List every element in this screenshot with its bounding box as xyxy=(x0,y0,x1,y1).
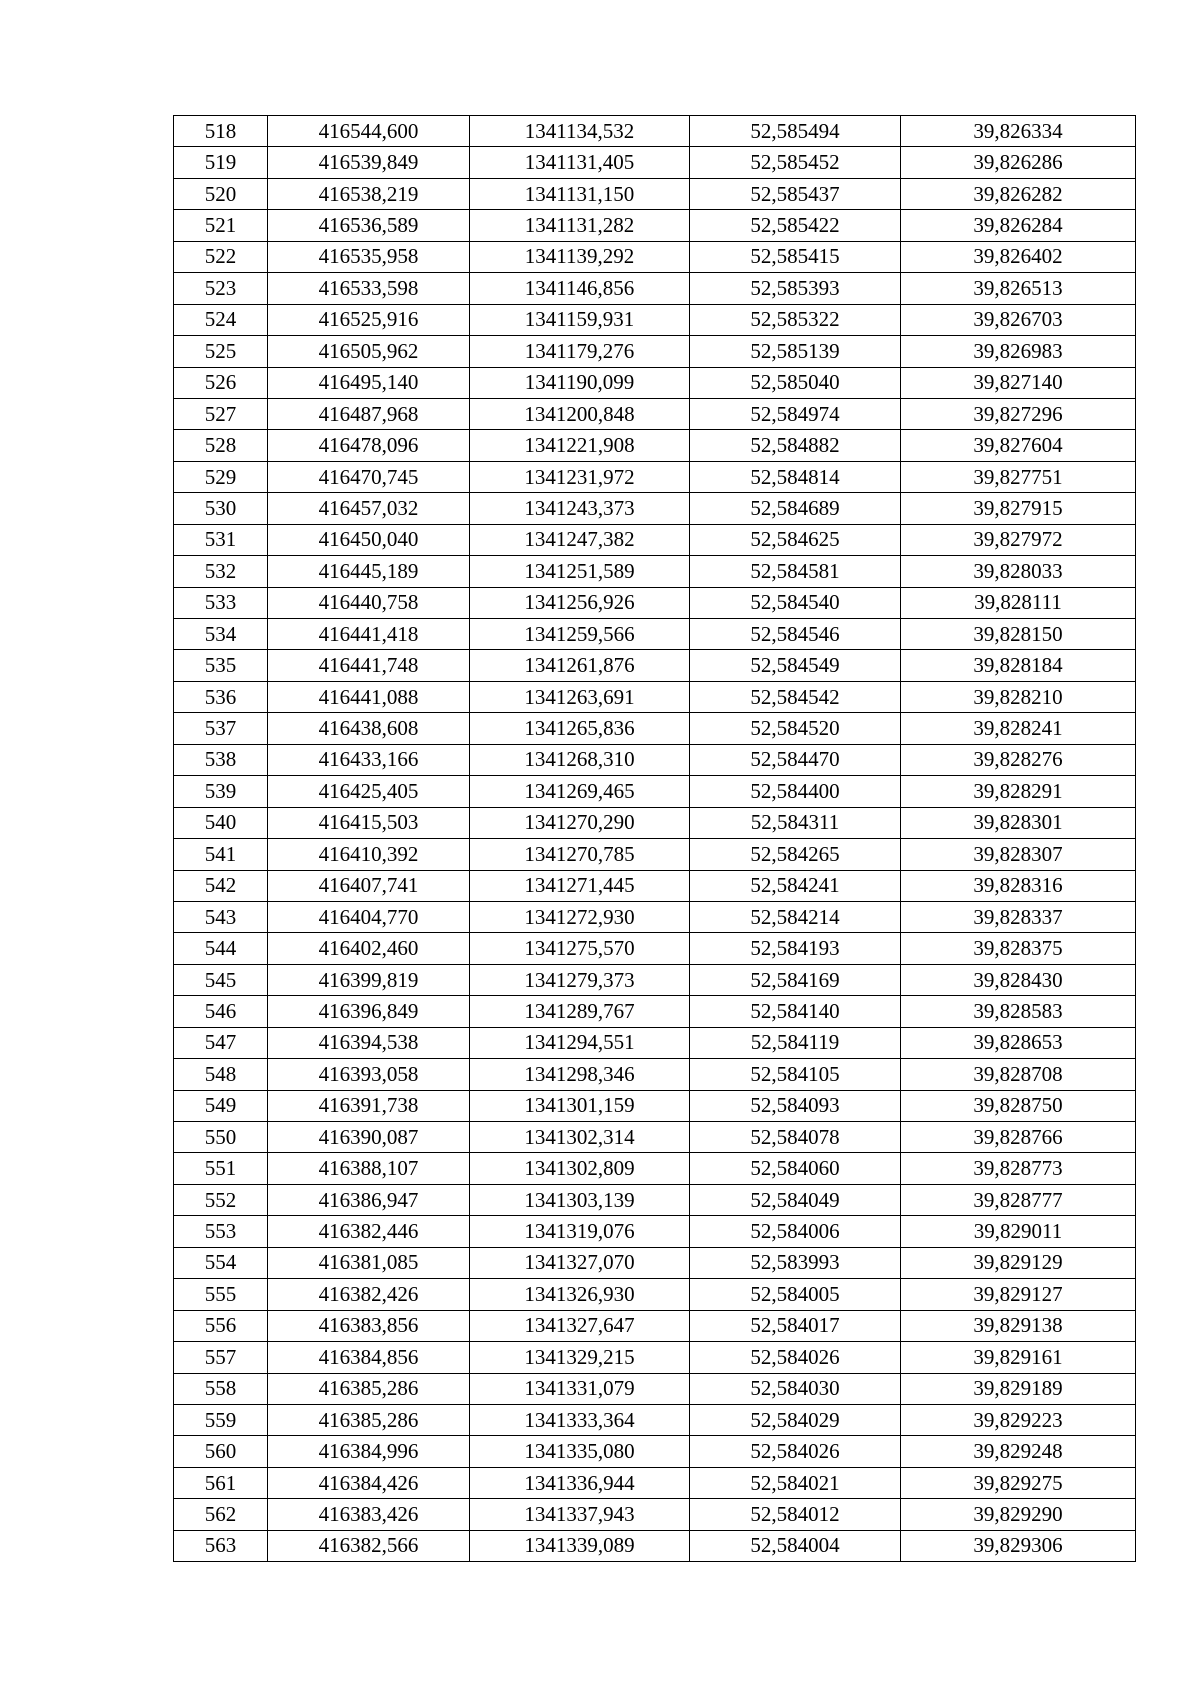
x-coordinate-cell: 416384,426 xyxy=(268,1467,470,1498)
y-coordinate-cell: 1341326,930 xyxy=(470,1279,690,1310)
longitude-cell: 39,826402 xyxy=(901,241,1136,272)
point-number-cell: 535 xyxy=(174,650,268,681)
longitude-cell: 39,829011 xyxy=(901,1216,1136,1247)
latitude-cell: 52,584311 xyxy=(690,807,901,838)
x-coordinate-cell: 416396,849 xyxy=(268,996,470,1027)
longitude-cell: 39,828276 xyxy=(901,744,1136,775)
point-number-cell: 561 xyxy=(174,1467,268,1498)
x-coordinate-cell: 416536,589 xyxy=(268,210,470,241)
latitude-cell: 52,584140 xyxy=(690,996,901,1027)
longitude-cell: 39,829290 xyxy=(901,1499,1136,1530)
point-number-cell: 550 xyxy=(174,1122,268,1153)
latitude-cell: 52,584004 xyxy=(690,1530,901,1561)
point-number-cell: 521 xyxy=(174,210,268,241)
table-row xyxy=(174,587,1136,618)
latitude-cell: 52,584193 xyxy=(690,933,901,964)
longitude-cell: 39,827972 xyxy=(901,524,1136,555)
latitude-cell: 52,584625 xyxy=(690,524,901,555)
x-coordinate-cell: 416382,566 xyxy=(268,1530,470,1561)
y-coordinate-cell: 1341329,215 xyxy=(470,1342,690,1373)
y-coordinate-cell: 1341251,589 xyxy=(470,556,690,587)
longitude-cell: 39,826513 xyxy=(901,273,1136,304)
latitude-cell: 52,584241 xyxy=(690,870,901,901)
y-coordinate-cell: 1341159,931 xyxy=(470,304,690,335)
x-coordinate-cell: 416544,600 xyxy=(268,116,470,147)
table-row xyxy=(174,933,1136,964)
x-coordinate-cell: 416533,598 xyxy=(268,273,470,304)
longitude-cell: 39,829223 xyxy=(901,1404,1136,1435)
table-row xyxy=(174,336,1136,367)
point-number-cell: 526 xyxy=(174,367,268,398)
table-row xyxy=(174,681,1136,712)
table-row xyxy=(174,744,1136,775)
y-coordinate-cell: 1341131,150 xyxy=(470,178,690,209)
longitude-cell: 39,829138 xyxy=(901,1310,1136,1341)
y-coordinate-cell: 1341179,276 xyxy=(470,336,690,367)
y-coordinate-cell: 1341190,099 xyxy=(470,367,690,398)
longitude-cell: 39,828033 xyxy=(901,556,1136,587)
table-row xyxy=(174,1499,1136,1530)
table-row xyxy=(174,1373,1136,1404)
table-row xyxy=(174,367,1136,398)
x-coordinate-cell: 416394,538 xyxy=(268,1027,470,1058)
latitude-cell: 52,584214 xyxy=(690,901,901,932)
x-coordinate-cell: 416470,745 xyxy=(268,461,470,492)
table-row xyxy=(174,1310,1136,1341)
y-coordinate-cell: 1341279,373 xyxy=(470,964,690,995)
longitude-cell: 39,828316 xyxy=(901,870,1136,901)
point-number-cell: 548 xyxy=(174,1059,268,1090)
table-row xyxy=(174,1153,1136,1184)
x-coordinate-cell: 416388,107 xyxy=(268,1153,470,1184)
x-coordinate-cell: 416445,189 xyxy=(268,556,470,587)
x-coordinate-cell: 416438,608 xyxy=(268,713,470,744)
x-coordinate-cell: 416539,849 xyxy=(268,147,470,178)
point-number-cell: 518 xyxy=(174,116,268,147)
latitude-cell: 52,584814 xyxy=(690,461,901,492)
longitude-cell: 39,828653 xyxy=(901,1027,1136,1058)
x-coordinate-cell: 416441,748 xyxy=(268,650,470,681)
x-coordinate-cell: 416382,426 xyxy=(268,1279,470,1310)
latitude-cell: 52,584546 xyxy=(690,619,901,650)
x-coordinate-cell: 416385,286 xyxy=(268,1373,470,1404)
table-row xyxy=(174,1342,1136,1373)
y-coordinate-cell: 1341333,364 xyxy=(470,1404,690,1435)
point-number-cell: 520 xyxy=(174,178,268,209)
latitude-cell: 52,584540 xyxy=(690,587,901,618)
y-coordinate-cell: 1341303,139 xyxy=(470,1184,690,1215)
latitude-cell: 52,584026 xyxy=(690,1436,901,1467)
latitude-cell: 52,584689 xyxy=(690,493,901,524)
table-row xyxy=(174,273,1136,304)
x-coordinate-cell: 416410,392 xyxy=(268,839,470,870)
longitude-cell: 39,827751 xyxy=(901,461,1136,492)
point-number-cell: 538 xyxy=(174,744,268,775)
point-number-cell: 539 xyxy=(174,776,268,807)
latitude-cell: 52,584549 xyxy=(690,650,901,681)
latitude-cell: 52,584049 xyxy=(690,1184,901,1215)
x-coordinate-cell: 416384,996 xyxy=(268,1436,470,1467)
x-coordinate-cell: 416381,085 xyxy=(268,1247,470,1278)
table-row xyxy=(174,1279,1136,1310)
x-coordinate-cell: 416391,738 xyxy=(268,1090,470,1121)
x-coordinate-cell: 416433,166 xyxy=(268,744,470,775)
latitude-cell: 52,585393 xyxy=(690,273,901,304)
table-row xyxy=(174,556,1136,587)
longitude-cell: 39,829127 xyxy=(901,1279,1136,1310)
latitude-cell: 52,584026 xyxy=(690,1342,901,1373)
point-number-cell: 519 xyxy=(174,147,268,178)
y-coordinate-cell: 1341319,076 xyxy=(470,1216,690,1247)
x-coordinate-cell: 416407,741 xyxy=(268,870,470,901)
table-row xyxy=(174,1122,1136,1153)
coordinates-table-body xyxy=(174,116,1136,1562)
table-row xyxy=(174,1059,1136,1090)
y-coordinate-cell: 1341327,647 xyxy=(470,1310,690,1341)
longitude-cell: 39,826983 xyxy=(901,336,1136,367)
latitude-cell: 52,583993 xyxy=(690,1247,901,1278)
x-coordinate-cell: 416384,856 xyxy=(268,1342,470,1373)
y-coordinate-cell: 1341221,908 xyxy=(470,430,690,461)
table-row xyxy=(174,1216,1136,1247)
x-coordinate-cell: 416393,058 xyxy=(268,1059,470,1090)
y-coordinate-cell: 1341243,373 xyxy=(470,493,690,524)
point-number-cell: 545 xyxy=(174,964,268,995)
table-row xyxy=(174,461,1136,492)
table-row xyxy=(174,713,1136,744)
y-coordinate-cell: 1341339,089 xyxy=(470,1530,690,1561)
table-row xyxy=(174,1090,1136,1121)
longitude-cell: 39,828241 xyxy=(901,713,1136,744)
x-coordinate-cell: 416390,087 xyxy=(268,1122,470,1153)
point-number-cell: 559 xyxy=(174,1404,268,1435)
latitude-cell: 52,584169 xyxy=(690,964,901,995)
table-row xyxy=(174,839,1136,870)
x-coordinate-cell: 416450,040 xyxy=(268,524,470,555)
y-coordinate-cell: 1341200,848 xyxy=(470,398,690,429)
point-number-cell: 541 xyxy=(174,839,268,870)
table-row xyxy=(174,524,1136,555)
y-coordinate-cell: 1341275,570 xyxy=(470,933,690,964)
y-coordinate-cell: 1341298,346 xyxy=(470,1059,690,1090)
longitude-cell: 39,829248 xyxy=(901,1436,1136,1467)
longitude-cell: 39,828375 xyxy=(901,933,1136,964)
longitude-cell: 39,827296 xyxy=(901,398,1136,429)
point-number-cell: 528 xyxy=(174,430,268,461)
coordinates-table xyxy=(173,115,1136,1562)
y-coordinate-cell: 1341294,551 xyxy=(470,1027,690,1058)
table-row xyxy=(174,964,1136,995)
x-coordinate-cell: 416478,096 xyxy=(268,430,470,461)
point-number-cell: 555 xyxy=(174,1279,268,1310)
y-coordinate-cell: 1341263,691 xyxy=(470,681,690,712)
y-coordinate-cell: 1341336,944 xyxy=(470,1467,690,1498)
latitude-cell: 52,584400 xyxy=(690,776,901,807)
longitude-cell: 39,826284 xyxy=(901,210,1136,241)
x-coordinate-cell: 416535,958 xyxy=(268,241,470,272)
point-number-cell: 558 xyxy=(174,1373,268,1404)
latitude-cell: 52,584030 xyxy=(690,1373,901,1404)
x-coordinate-cell: 416383,426 xyxy=(268,1499,470,1530)
x-coordinate-cell: 416505,962 xyxy=(268,336,470,367)
longitude-cell: 39,829275 xyxy=(901,1467,1136,1498)
longitude-cell: 39,828301 xyxy=(901,807,1136,838)
x-coordinate-cell: 416386,947 xyxy=(268,1184,470,1215)
latitude-cell: 52,585494 xyxy=(690,116,901,147)
y-coordinate-cell: 1341146,856 xyxy=(470,273,690,304)
table-row xyxy=(174,1404,1136,1435)
latitude-cell: 52,585452 xyxy=(690,147,901,178)
y-coordinate-cell: 1341134,532 xyxy=(470,116,690,147)
point-number-cell: 563 xyxy=(174,1530,268,1561)
x-coordinate-cell: 416441,088 xyxy=(268,681,470,712)
point-number-cell: 547 xyxy=(174,1027,268,1058)
longitude-cell: 39,828337 xyxy=(901,901,1136,932)
point-number-cell: 523 xyxy=(174,273,268,304)
x-coordinate-cell: 416383,856 xyxy=(268,1310,470,1341)
longitude-cell: 39,828430 xyxy=(901,964,1136,995)
x-coordinate-cell: 416382,446 xyxy=(268,1216,470,1247)
longitude-cell: 39,828291 xyxy=(901,776,1136,807)
table-row xyxy=(174,996,1136,1027)
y-coordinate-cell: 1341247,382 xyxy=(470,524,690,555)
latitude-cell: 52,584078 xyxy=(690,1122,901,1153)
latitude-cell: 52,584021 xyxy=(690,1467,901,1498)
point-number-cell: 560 xyxy=(174,1436,268,1467)
y-coordinate-cell: 1341270,785 xyxy=(470,839,690,870)
latitude-cell: 52,584017 xyxy=(690,1310,901,1341)
y-coordinate-cell: 1341231,972 xyxy=(470,461,690,492)
y-coordinate-cell: 1341270,290 xyxy=(470,807,690,838)
point-number-cell: 546 xyxy=(174,996,268,1027)
longitude-cell: 39,828773 xyxy=(901,1153,1136,1184)
x-coordinate-cell: 416538,219 xyxy=(268,178,470,209)
point-number-cell: 532 xyxy=(174,556,268,587)
y-coordinate-cell: 1341131,405 xyxy=(470,147,690,178)
x-coordinate-cell: 416415,503 xyxy=(268,807,470,838)
table-row xyxy=(174,241,1136,272)
point-number-cell: 549 xyxy=(174,1090,268,1121)
y-coordinate-cell: 1341131,282 xyxy=(470,210,690,241)
y-coordinate-cell: 1341302,314 xyxy=(470,1122,690,1153)
table-row xyxy=(174,304,1136,335)
table-row xyxy=(174,619,1136,650)
longitude-cell: 39,829129 xyxy=(901,1247,1136,1278)
x-coordinate-cell: 416404,770 xyxy=(268,901,470,932)
latitude-cell: 52,584974 xyxy=(690,398,901,429)
y-coordinate-cell: 1341256,926 xyxy=(470,587,690,618)
y-coordinate-cell: 1341302,809 xyxy=(470,1153,690,1184)
latitude-cell: 52,585422 xyxy=(690,210,901,241)
longitude-cell: 39,828708 xyxy=(901,1059,1136,1090)
y-coordinate-cell: 1341268,310 xyxy=(470,744,690,775)
point-number-cell: 553 xyxy=(174,1216,268,1247)
y-coordinate-cell: 1341265,836 xyxy=(470,713,690,744)
latitude-cell: 52,584006 xyxy=(690,1216,901,1247)
table-row xyxy=(174,650,1136,681)
table-row xyxy=(174,116,1136,147)
longitude-cell: 39,829306 xyxy=(901,1530,1136,1561)
x-coordinate-cell: 416402,460 xyxy=(268,933,470,964)
longitude-cell: 39,828750 xyxy=(901,1090,1136,1121)
point-number-cell: 542 xyxy=(174,870,268,901)
latitude-cell: 52,584119 xyxy=(690,1027,901,1058)
latitude-cell: 52,584470 xyxy=(690,744,901,775)
y-coordinate-cell: 1341269,465 xyxy=(470,776,690,807)
point-number-cell: 529 xyxy=(174,461,268,492)
x-coordinate-cell: 416441,418 xyxy=(268,619,470,650)
x-coordinate-cell: 416399,819 xyxy=(268,964,470,995)
point-number-cell: 537 xyxy=(174,713,268,744)
point-number-cell: 554 xyxy=(174,1247,268,1278)
x-coordinate-cell: 416495,140 xyxy=(268,367,470,398)
point-number-cell: 562 xyxy=(174,1499,268,1530)
longitude-cell: 39,828766 xyxy=(901,1122,1136,1153)
y-coordinate-cell: 1341327,070 xyxy=(470,1247,690,1278)
point-number-cell: 530 xyxy=(174,493,268,524)
point-number-cell: 557 xyxy=(174,1342,268,1373)
latitude-cell: 52,584093 xyxy=(690,1090,901,1121)
latitude-cell: 52,584105 xyxy=(690,1059,901,1090)
x-coordinate-cell: 416525,916 xyxy=(268,304,470,335)
point-number-cell: 522 xyxy=(174,241,268,272)
y-coordinate-cell: 1341139,292 xyxy=(470,241,690,272)
table-row xyxy=(174,493,1136,524)
point-number-cell: 527 xyxy=(174,398,268,429)
longitude-cell: 39,829189 xyxy=(901,1373,1136,1404)
table-row xyxy=(174,776,1136,807)
table-row xyxy=(174,178,1136,209)
longitude-cell: 39,827915 xyxy=(901,493,1136,524)
y-coordinate-cell: 1341259,566 xyxy=(470,619,690,650)
longitude-cell: 39,828111 xyxy=(901,587,1136,618)
table-row xyxy=(174,1027,1136,1058)
table-row xyxy=(174,1530,1136,1561)
longitude-cell: 39,826703 xyxy=(901,304,1136,335)
latitude-cell: 52,584882 xyxy=(690,430,901,461)
longitude-cell: 39,828307 xyxy=(901,839,1136,870)
y-coordinate-cell: 1341331,079 xyxy=(470,1373,690,1404)
point-number-cell: 543 xyxy=(174,901,268,932)
latitude-cell: 52,584005 xyxy=(690,1279,901,1310)
x-coordinate-cell: 416457,032 xyxy=(268,493,470,524)
y-coordinate-cell: 1341301,159 xyxy=(470,1090,690,1121)
point-number-cell: 551 xyxy=(174,1153,268,1184)
x-coordinate-cell: 416385,286 xyxy=(268,1404,470,1435)
latitude-cell: 52,584012 xyxy=(690,1499,901,1530)
point-number-cell: 524 xyxy=(174,304,268,335)
longitude-cell: 39,826334 xyxy=(901,116,1136,147)
latitude-cell: 52,584265 xyxy=(690,839,901,870)
point-number-cell: 533 xyxy=(174,587,268,618)
point-number-cell: 540 xyxy=(174,807,268,838)
point-number-cell: 552 xyxy=(174,1184,268,1215)
table-row xyxy=(174,807,1136,838)
longitude-cell: 39,828150 xyxy=(901,619,1136,650)
longitude-cell: 39,826286 xyxy=(901,147,1136,178)
y-coordinate-cell: 1341272,930 xyxy=(470,901,690,932)
latitude-cell: 52,585139 xyxy=(690,336,901,367)
point-number-cell: 531 xyxy=(174,524,268,555)
latitude-cell: 52,585322 xyxy=(690,304,901,335)
latitude-cell: 52,584029 xyxy=(690,1404,901,1435)
longitude-cell: 39,827140 xyxy=(901,367,1136,398)
table-row xyxy=(174,1436,1136,1467)
y-coordinate-cell: 1341337,943 xyxy=(470,1499,690,1530)
table-row xyxy=(174,430,1136,461)
latitude-cell: 52,584581 xyxy=(690,556,901,587)
longitude-cell: 39,827604 xyxy=(901,430,1136,461)
point-number-cell: 525 xyxy=(174,336,268,367)
latitude-cell: 52,584520 xyxy=(690,713,901,744)
y-coordinate-cell: 1341261,876 xyxy=(470,650,690,681)
longitude-cell: 39,826282 xyxy=(901,178,1136,209)
point-number-cell: 534 xyxy=(174,619,268,650)
point-number-cell: 536 xyxy=(174,681,268,712)
x-coordinate-cell: 416440,758 xyxy=(268,587,470,618)
y-coordinate-cell: 1341271,445 xyxy=(470,870,690,901)
table-row xyxy=(174,398,1136,429)
longitude-cell: 39,828583 xyxy=(901,996,1136,1027)
table-row xyxy=(174,870,1136,901)
table-row xyxy=(174,901,1136,932)
table-row xyxy=(174,210,1136,241)
table-row xyxy=(174,1184,1136,1215)
table-row xyxy=(174,1247,1136,1278)
longitude-cell: 39,828184 xyxy=(901,650,1136,681)
latitude-cell: 52,585415 xyxy=(690,241,901,272)
longitude-cell: 39,828777 xyxy=(901,1184,1136,1215)
y-coordinate-cell: 1341335,080 xyxy=(470,1436,690,1467)
latitude-cell: 52,585437 xyxy=(690,178,901,209)
x-coordinate-cell: 416425,405 xyxy=(268,776,470,807)
table-row xyxy=(174,1467,1136,1498)
point-number-cell: 544 xyxy=(174,933,268,964)
x-coordinate-cell: 416487,968 xyxy=(268,398,470,429)
table-row xyxy=(174,147,1136,178)
latitude-cell: 52,585040 xyxy=(690,367,901,398)
longitude-cell: 39,828210 xyxy=(901,681,1136,712)
latitude-cell: 52,584542 xyxy=(690,681,901,712)
point-number-cell: 556 xyxy=(174,1310,268,1341)
longitude-cell: 39,829161 xyxy=(901,1342,1136,1373)
y-coordinate-cell: 1341289,767 xyxy=(470,996,690,1027)
latitude-cell: 52,584060 xyxy=(690,1153,901,1184)
